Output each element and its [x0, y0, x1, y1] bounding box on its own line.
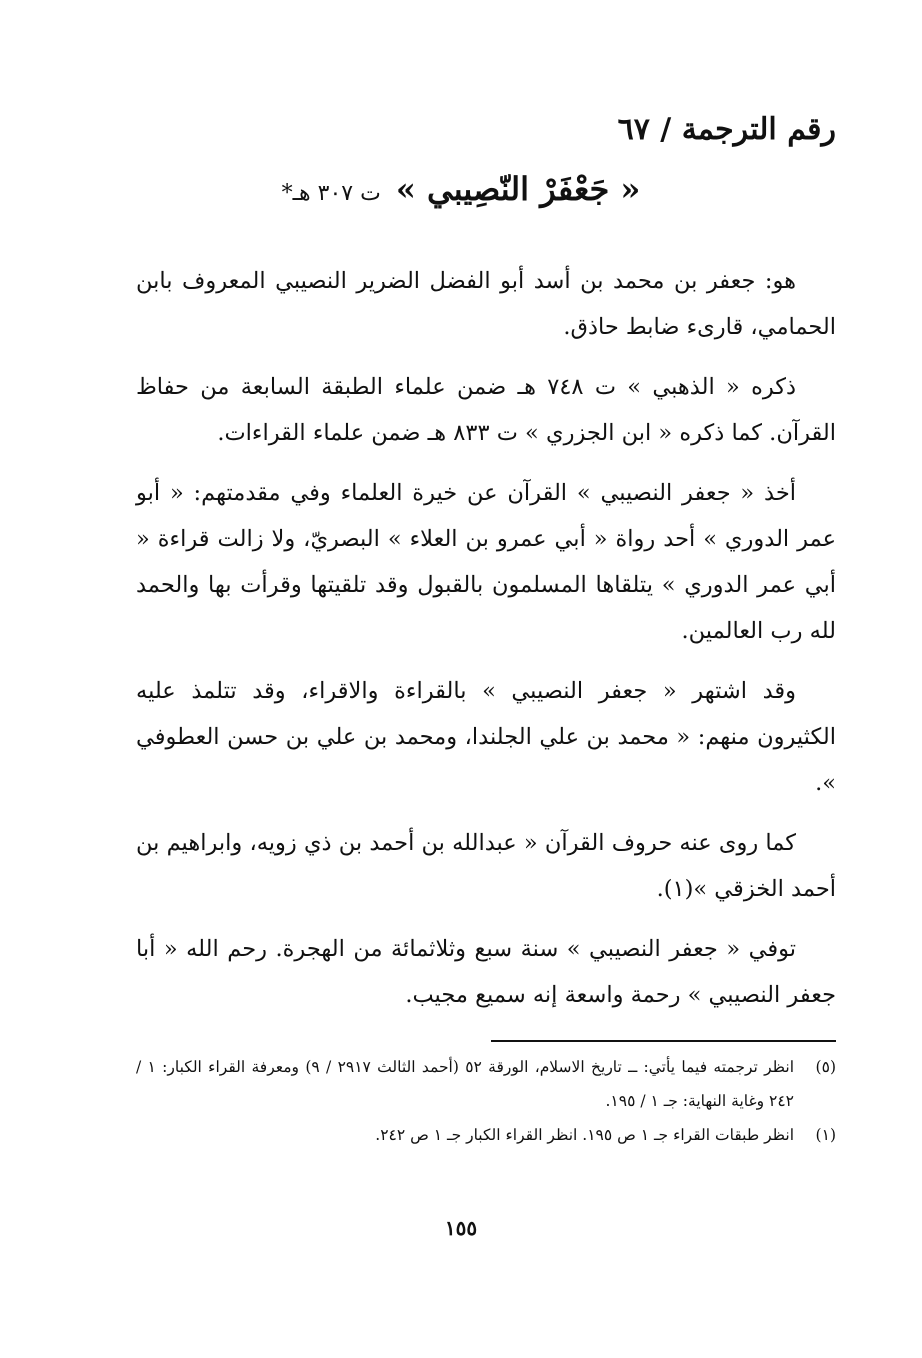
- paragraph-teachers: أخذ « جعفر النصيبي » القرآن عن خيرة العلماء وفي مقدمتهم: « أبو عمر الدوري » أحد رواة « أبي عمرو بن العلاء » البصريّ، ولا زالت قراءة « أبي عمر الدوري » يتلقاها المسلمون بالقبول وقد تلقيتها وقرأت بها والحمد لله رب العالمين.: [136, 480, 836, 644]
- paragraph-students: وقد اشتهر « جعفر النصيبي » بالقراءة والاقراء، وقد تتلمذ عليه الكثيرون منهم: « محمد بن علي الجلندا، ومحمد بن علي بن حسن العطوفي ».: [136, 678, 836, 796]
- paragraph-sources: ذكره « الذهبي » ت ٧٤٨ هـ ضمن علماء الطبقة السابعة من حفاظ القرآن. كما ذكره « ابن الجزري » ت ٨٣٣ هـ ضمن علماء القراءات.: [136, 374, 836, 446]
- footnote-marker: (١): [815, 1126, 836, 1144]
- footnote-text: انظر ترجمته فيما يأتي: ــ تاريخ الاسلام، الورقة ٥٢ (أحمد الثالث ٢٩١٧ / ٩) ومعرفة القراء الكبار: ١ / ٢٤٢ وغاية النهاية: جـ ١ / ١٩٥.: [136, 1058, 795, 1110]
- paragraph-narrators: كما روى عنه حروف القرآن « عبدالله بن أحمد بن ذي زويه، وابراهيم بن أحمد الخزقي »(١).: [136, 830, 836, 902]
- death-date: ت ٣٠٧ هـ*: [281, 181, 381, 206]
- footnote-marker: (٥): [815, 1058, 836, 1076]
- footnote-divider: [491, 1040, 836, 1042]
- paragraph-death: توفي « جعفر النصيبي » سنة سبع وثلاثمائة من الهجرة. رحم الله « أبا جعفر النصيبي » رحمة واسعة إنه سميع مجيب.: [136, 936, 836, 1008]
- footnote-text: انظر طبقات القراء جـ ١ ص ١٩٥. انظر القراء الكبار جـ ١ ص ٢٤٢.: [375, 1126, 794, 1144]
- page-number: ١٥٥: [444, 1216, 478, 1240]
- footnote-item: [136, 1050, 836, 1118]
- entry-number-heading: رقم الترجمة / ٦٧: [617, 112, 836, 147]
- footnote-item: [136, 1118, 836, 1152]
- biography-text: [136, 258, 836, 1032]
- entry-title: [0, 170, 922, 208]
- paragraph-identity: هو: جعفر بن محمد بن أسد أبو الفضل الضرير النصيبي المعروف بابن الحمامي، قارىء ضابط حاذق.: [136, 268, 836, 340]
- scholar-name: « جَعْفَرْ النّصِيبي »: [395, 170, 641, 208]
- footnotes: [136, 1050, 836, 1152]
